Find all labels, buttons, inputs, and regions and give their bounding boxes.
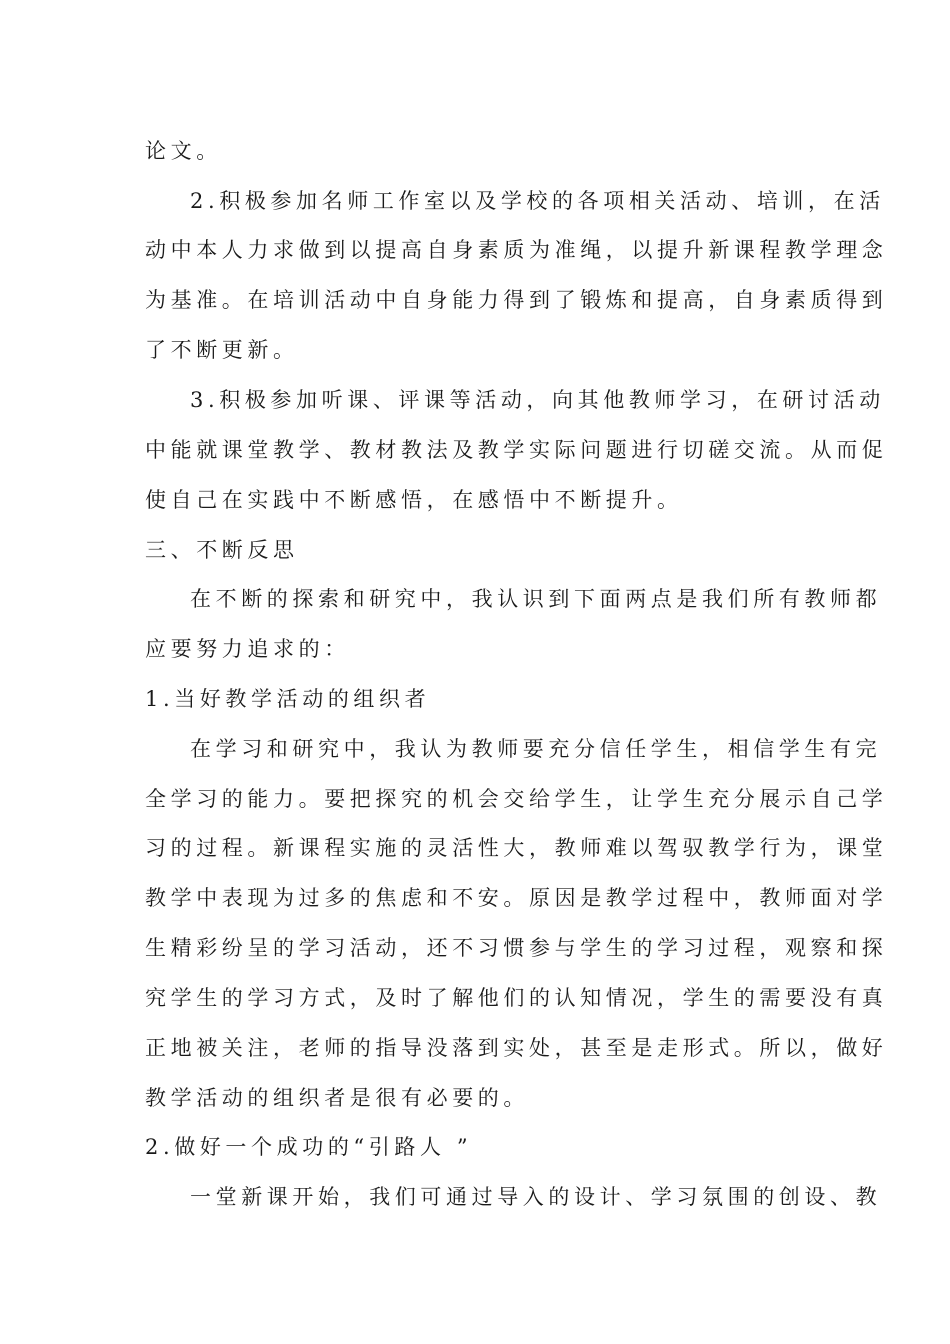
- text-line: 一堂新课开始，我们可通过导入的设计、学习氛围的创设、教: [190, 1185, 882, 1209]
- text-line: 2.积极参加名师工作室以及学校的各项相关活动、培训，在活: [190, 189, 885, 213]
- subheading: 1.当好教学活动的组织者: [145, 687, 431, 711]
- text-line: 了不断更新。: [145, 338, 299, 362]
- text-line: 3.积极参加听课、评课等活动，向其他教师学习，在研讨活动: [190, 388, 885, 412]
- text-line: 教学中表现为过多的焦虑和不安。原因是教学过程中，教师面对学: [145, 886, 888, 910]
- text-line: 教学活动的组织者是很有必要的。: [145, 1086, 529, 1110]
- text-line: 习的过程。新课程实施的灵活性大，教师难以驾驭教学行为，课堂: [145, 836, 888, 860]
- text-line: 为基准。在培训活动中自身能力得到了锻炼和提高，自身素质得到: [145, 288, 888, 312]
- text-line: 使自己在实践中不断感悟，在感悟中不断提升。: [145, 488, 683, 512]
- text-line: 应要努力追求的：: [145, 637, 350, 661]
- subheading: 2.做好一个成功的“引路人 ”: [145, 1135, 473, 1159]
- text-line: 全学习的能力。要把探究的机会交给学生，让学生充分展示自己学: [145, 787, 888, 811]
- text-line: 论文。: [145, 139, 222, 163]
- text-line: 在学习和研究中，我认为教师要充分信任学生，相信学生有完: [190, 737, 882, 761]
- section-heading: 三、不断反思: [145, 538, 299, 562]
- text-line: 中能就课堂教学、教材教法及教学实际问题进行切磋交流。从而促: [145, 438, 888, 462]
- text-line: 究学生的学习方式，及时了解他们的认知情况，学生的需要没有真: [145, 986, 888, 1010]
- text-line: 正地被关注，老师的指导没落到实处，甚至是走形式。所以，做好: [145, 1036, 888, 1060]
- text-line: 在不断的探索和研究中，我认识到下面两点是我们所有教师都: [190, 587, 882, 611]
- text-line: 生精彩纷呈的学习活动，还不习惯参与学生的学习过程，观察和探: [145, 936, 888, 960]
- text-line: 动中本人力求做到以提高自身素质为准绳，以提升新课程教学理念: [145, 238, 888, 262]
